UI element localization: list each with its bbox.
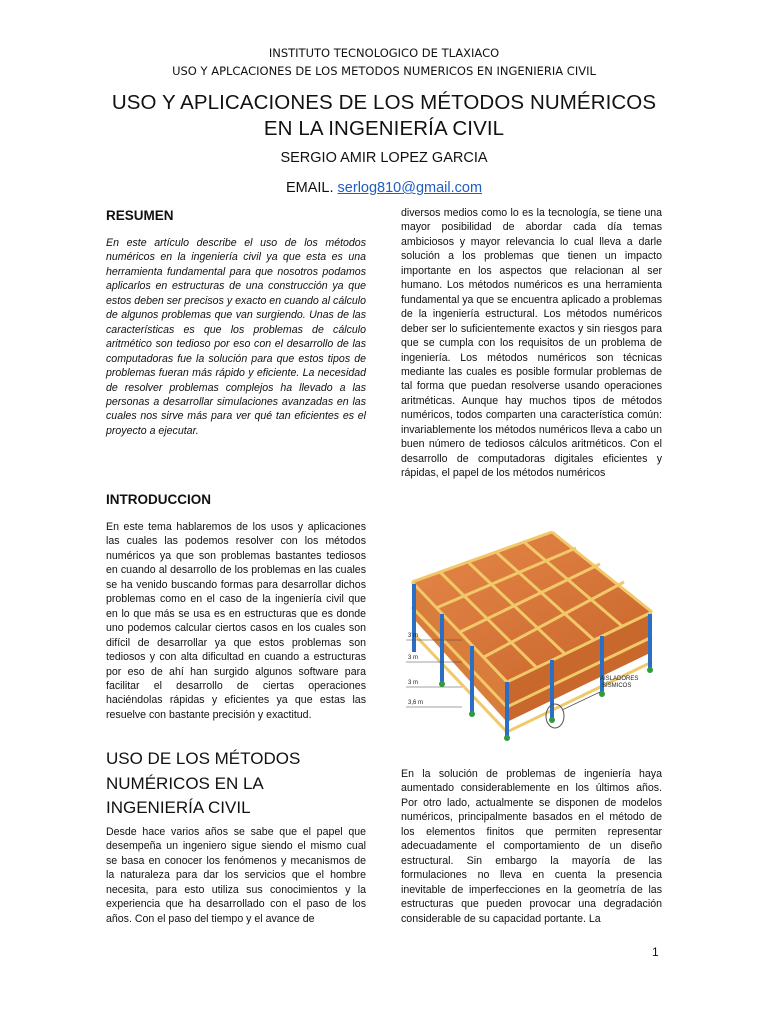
email-link[interactable]: serlog810@gmail.com: [337, 180, 483, 196]
paper-subtitle-header: USO Y APLCACIONES DE LOS METODOS NUMERICOS EN INGENIERIA CIVIL: [172, 64, 596, 78]
dim-label-4: 3,6 m: [408, 700, 424, 706]
uso-heading: [106, 747, 300, 821]
title-line-1: USO Y APLICACIONES DE LOS MÉTODOS NUMÉRICOS: [111, 91, 657, 114]
email-label: EMAIL.: [285, 180, 334, 196]
isolator-label-line-1: AISLADORES: [600, 676, 639, 682]
institute-header: INSTITUTO TECNOLOGICO DE TLAXIACO: [268, 46, 500, 60]
dim-label-3: 3 m: [408, 680, 419, 686]
isolator-label-line-2: SÍSMICOS: [602, 683, 632, 689]
right-column-paragraph-2: En la solución de problemas de ingeniería haya aumentado considerablemente en los últimos años. Por otro lado, actualmente se disponen de modelos numéricos, principalmente basados en el método de los elementos finitos que permiten representar adecuadamente el comportamiento de un diseño estructural. Sin embargo la mayoría de las formulaciones no lleva en cuenta la presencia inevitable de imperfecciones en la geometría de las estructuras que pueden provocar una degradación considerable de su capacidad portante. La: [401, 768, 662, 925]
dim-label-1: 3 m: [408, 633, 419, 639]
structure-figure: [402, 522, 666, 746]
author-name: SERGIO AMIR LOPEZ GARCIA: [280, 150, 488, 166]
resumen-text: En este artículo describe el uso de los métodos numéricos en la ingeniería civil ya que esta es una herramienta fundamental para que nosotros podamos aplicarlos en estructuras de una construcción ya que estos deben ser precisos y exacto en cuando al cálculo de algunos problemas que van surgiendo. Unas de las características es que los problemas de cálculo aritmético son tedioso por eso con el desarrollo de las computadoras fue la solución para que estos tipos de problemas fueran más rápido y eficiente. La necesidad de resolver problemas complejos ha llevado a las personas a desarrollar simulaciones avanzadas en las cuales nos sirve más para ver qué tan eficientes es el proyecto a ejecutar.: [106, 237, 366, 437]
paper-title: [0, 90, 768, 142]
uso-heading-line-1: USO DE LOS MÉTODOS: [106, 749, 301, 768]
right-column-paragraph-1: diversos medios como lo es la tecnología, se tiene una mayor posibilidad de abordar cada día temas ambiciosos y mayor relevancia lo cual lleva a darle solución a los problemas que tienen un impacto importante en los aspectos que relacionan al ser humano. Los métodos numéricos es una herramienta fundamental ya que se encuentra aplicado a problemas de la ingeniería estructural. Los métodos numéricos deber ser lo suficientemente exactos y sin riesgos para que se cumpla con los requisitos de un problema de ingeniería. Los métodos numéricos son técnicas mediante las cuales es posible formular problemas de tal forma que puedan resolverse usando operaciones aritméticas. Aunque hay muchos tipos de métodos numéricos, todos comparten una característica común: invariablemente los métodos numéricos lleva a cabo un buen número de tediosos cálculos aritméticos. Con el desarrollo de computadoras digitales eficientes y rápidas, el papel de los métodos numéricos: [401, 207, 662, 480]
page-number: 1: [652, 945, 659, 959]
uso-heading-line-2: NUMÉRICOS EN LA: [106, 773, 264, 793]
uso-text: Desde hace varios años se sabe que el papel que desempeña un ingeniero sigue siendo el mismo cual se basa en conocer los fenómenos y mecanismos de la naturaleza para dar los servicios que el hombre necesita, para esto utiliza sus conocimientos y la experiencia que ha desarrollado con el paso de los años. Con el paso del tiempo y el avance de: [106, 826, 366, 925]
dim-label-2: 3 m: [408, 655, 419, 661]
email-line: [0, 180, 768, 196]
introduccion-heading: INTRODUCCION: [106, 492, 211, 507]
title-line-2: EN LA INGENIERÍA CIVIL: [263, 117, 505, 140]
uso-heading-line-3: INGENIERÍA CIVIL: [106, 798, 251, 817]
resumen-heading: RESUMEN: [106, 208, 174, 223]
introduccion-text: En este tema hablaremos de los usos y aplicaciones las cuales las podemos resolver con los métodos numéricos ya que son problemas bastantes tediosos en cuando al desarrollo de los problemas en las cuales se ha venido buscando formas para desarrollar dichos problemas como en el caso de la ingeniería civil que en lo que más se usa es en estructuras que es donde uno podemos calcular ciertos casos en los cuales son difícil de desarrollar ya que estos problemas son tediosos y con alta dificultad en cuando a estructuras por eso de ahí han surgido algunos software para facilitar el desarrollo de ciertas operaciones haciéndolas rápidas y eficientes ya que estas las resuelve con bastante precisión y exactitud.: [106, 521, 366, 721]
